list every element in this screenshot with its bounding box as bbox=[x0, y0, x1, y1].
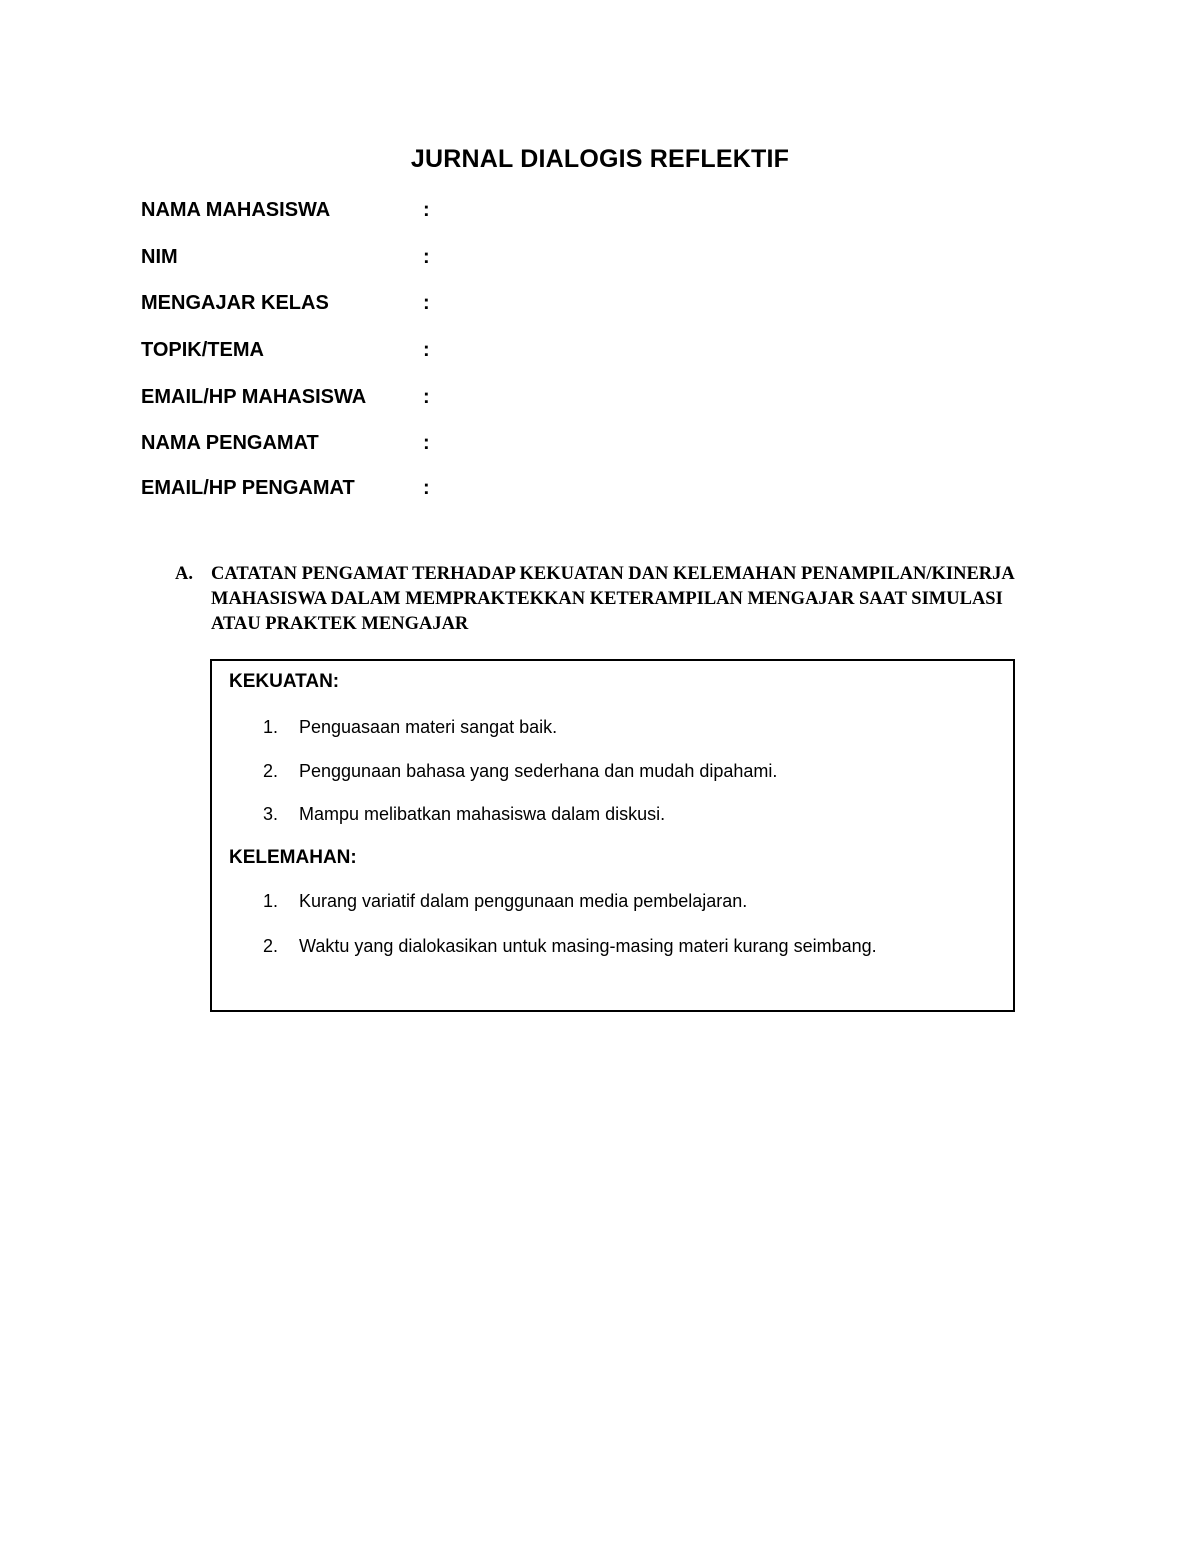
field-label: EMAIL/HP MAHASISWA bbox=[141, 386, 367, 408]
observer-notes-box bbox=[210, 659, 1015, 1012]
list-text: Penguasaan materi sangat baik. bbox=[299, 717, 558, 737]
list-number: 1. bbox=[263, 891, 279, 911]
document-title: JURNAL DIALOGIS REFLEKTIF bbox=[410, 145, 790, 173]
field-email-hp-mahasiswa bbox=[141, 386, 641, 416]
section-letter: A. bbox=[175, 564, 193, 584]
field-mengajar-kelas bbox=[141, 292, 641, 322]
list-text: Kurang variatif dalam penggunaan media pembelajaran. bbox=[299, 891, 748, 911]
weaknesses-heading: KELEMAHAN: bbox=[229, 847, 357, 868]
field-label: MENGAJAR KELAS bbox=[141, 292, 329, 314]
field-colon: : bbox=[423, 386, 430, 408]
field-label: EMAIL/HP PENGAMAT bbox=[141, 477, 355, 499]
list-text: Waktu yang dialokasikan untuk masing-masing materi kurang seimbang. bbox=[299, 936, 877, 956]
section-heading: CATATAN PENGAMAT TERHADAP KEKUATAN DAN KELEMAHAN PENAMPILAN/KINERJA MAHASISWA DALAM MEMPRAKTEKKAN KETERAMPILAN MENGAJAR SAAT SIMULASI ATAU PRAKTEK MENGAJAR bbox=[211, 564, 1014, 634]
field-colon: : bbox=[423, 199, 430, 221]
field-colon: : bbox=[423, 477, 430, 499]
field-nama-mahasiswa bbox=[141, 199, 641, 229]
list-text: Penggunaan bahasa yang sederhana dan mudah dipahami. bbox=[299, 761, 778, 781]
field-label: TOPIK/TEMA bbox=[141, 339, 264, 361]
field-topik-tema bbox=[141, 339, 641, 369]
field-label: NAMA MAHASISWA bbox=[141, 199, 331, 221]
field-colon: : bbox=[423, 246, 430, 268]
field-colon: : bbox=[423, 292, 430, 314]
field-label: NIM bbox=[141, 246, 178, 268]
list-text: Mampu melibatkan mahasiswa dalam diskusi. bbox=[299, 804, 666, 824]
list-number: 2. bbox=[263, 761, 279, 781]
strengths-heading: KEKUATAN: bbox=[229, 671, 340, 692]
field-colon: : bbox=[423, 339, 430, 361]
list-number: 2. bbox=[263, 936, 279, 956]
field-colon: : bbox=[423, 432, 430, 454]
list-number: 3. bbox=[263, 804, 279, 824]
field-nim bbox=[141, 246, 641, 276]
field-nama-pengamat bbox=[141, 432, 641, 462]
field-email-hp-pengamat bbox=[141, 477, 641, 507]
list-number: 1. bbox=[263, 717, 279, 737]
field-label: NAMA PENGAMAT bbox=[141, 432, 319, 454]
